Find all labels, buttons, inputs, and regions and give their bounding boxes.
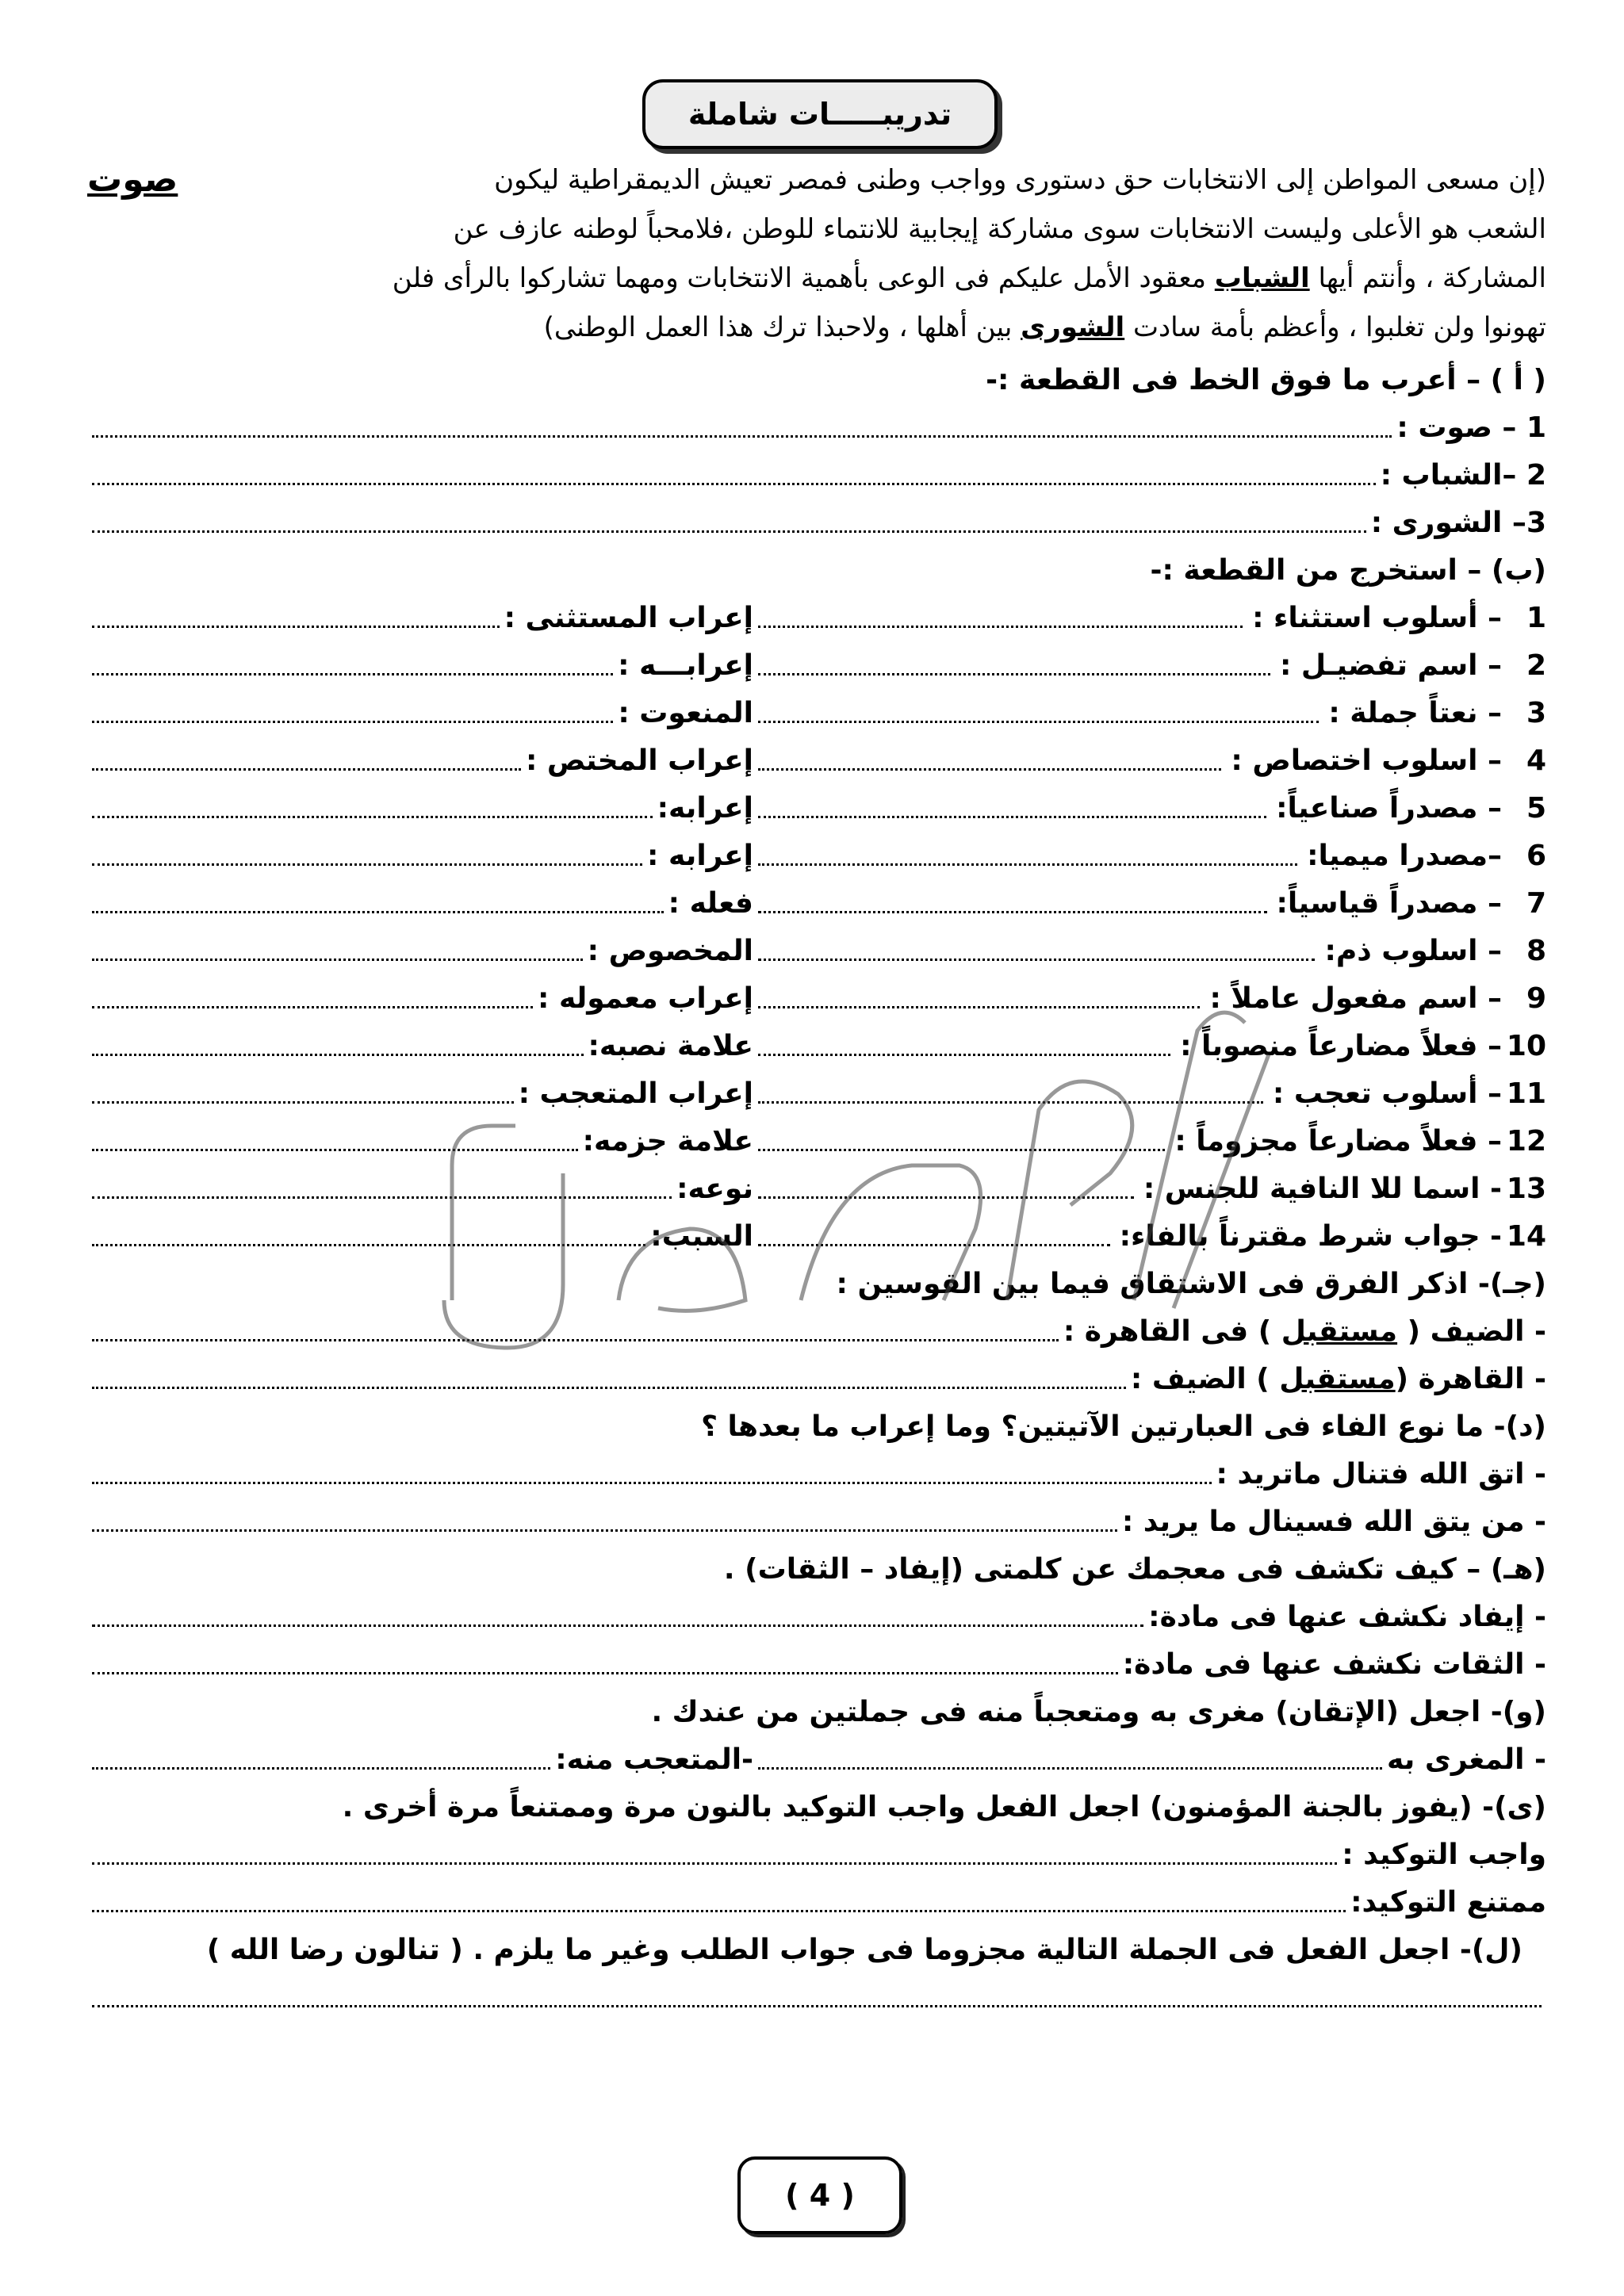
section-b-right xyxy=(753,690,1546,737)
section-b-left xyxy=(87,975,753,1023)
section-b-left xyxy=(87,737,753,785)
section-b-item xyxy=(87,737,1546,785)
section-b-right xyxy=(753,1213,1546,1261)
section-b-number: 12 xyxy=(1506,1125,1546,1158)
section-b-item xyxy=(87,1165,1546,1213)
answer-line[interactable] xyxy=(758,1006,1200,1008)
section-b-right xyxy=(753,595,1546,642)
passage-line-2: الشعب هو الأعلى وليست الانتخابات سوى مشاركة إيجابية للانتماء للوطن ،فلامحباً لوطنه عازف عن xyxy=(453,213,1546,245)
passage-text-3b: معقود الأمل عليكم فى الوعى بأهمية الانتخابات ومهما تشاركوا بالرأى فلن xyxy=(392,262,1206,294)
section-b-sub-label: علامة جزمه: xyxy=(582,1125,753,1158)
section-b-item xyxy=(87,690,1546,737)
passage-word-shabab: الشباب xyxy=(1214,262,1310,294)
section-b-item xyxy=(87,832,1546,880)
page-title: تدريبـــــات شاملة xyxy=(642,79,998,149)
section-w-heading xyxy=(87,1689,1546,1736)
answer-line[interactable] xyxy=(92,673,613,675)
section-b-label: – اسم تفضيـل : xyxy=(1279,649,1502,682)
answer-line[interactable] xyxy=(92,1387,1126,1389)
section-c-pre: - القاهرة ( xyxy=(1395,1363,1546,1395)
section-b-left xyxy=(87,642,753,690)
section-h-item xyxy=(87,1641,1546,1689)
answer-line[interactable] xyxy=(92,1862,1337,1865)
section-b-sub-label: إعراب المستثنى : xyxy=(504,602,753,634)
section-b-left xyxy=(87,832,753,880)
section-c-word: مستقبل xyxy=(1281,1315,1398,1348)
section-c-post: ) الضيف : xyxy=(1130,1363,1270,1395)
answer-line[interactable] xyxy=(758,959,1315,961)
answer-line[interactable] xyxy=(758,1054,1170,1056)
section-b-number: 9 xyxy=(1526,982,1546,1015)
section-b-heading-text: (ب) – استخرج من القطعة :- xyxy=(1150,554,1546,587)
section-b-item xyxy=(87,642,1546,690)
answer-line[interactable] xyxy=(92,721,613,723)
section-d-label: - اتق الله فتنال ماتريد : xyxy=(1216,1458,1546,1490)
section-b-right xyxy=(753,928,1546,975)
section-b-sub-label: إعرابـــه : xyxy=(618,649,753,682)
section-b-number: 14 xyxy=(1506,1220,1546,1253)
section-b-sub-label: فعله : xyxy=(668,887,753,920)
passage-text-4b: بين أهلها ، ولاحبذا ترك هذا العمل الوطنى) xyxy=(543,312,1013,343)
section-b-label: - اسما للا النافية للجنس : xyxy=(1143,1173,1502,1205)
answer-line[interactable] xyxy=(758,768,1221,771)
section-b-item xyxy=(87,975,1546,1023)
section-b-item xyxy=(87,1070,1546,1118)
section-b-sub-label: إعراب المختص : xyxy=(525,744,753,777)
section-b-label: –مصدرا ميميا: xyxy=(1307,840,1502,872)
section-b-sub-label: علامة نصبه: xyxy=(588,1030,753,1062)
section-b-label: – أسلوب استثناء : xyxy=(1252,602,1502,634)
section-b-sub-label: إعراب المتعجب : xyxy=(518,1077,753,1110)
answer-line[interactable] xyxy=(758,673,1270,675)
section-b-left xyxy=(87,595,753,642)
section-b-item xyxy=(87,880,1546,928)
section-b-left xyxy=(87,1023,753,1070)
passage-line-1 xyxy=(87,155,1546,205)
section-c-pre: - الضيف ( xyxy=(1407,1315,1546,1348)
section-c-word: مستقبل xyxy=(1279,1363,1396,1395)
section-b-label: – مصدراً قياسياً: xyxy=(1276,887,1502,920)
section-b-right xyxy=(753,1165,1546,1213)
section-b-right xyxy=(753,737,1546,785)
section-b-item xyxy=(87,1023,1546,1070)
answer-line[interactable] xyxy=(758,1767,1382,1770)
section-d-heading-text: (د)- ما نوع الفاء فى العبارتين الآتيتين؟ وما إعراب ما بعدها ؟ xyxy=(701,1410,1546,1443)
exercise-lines xyxy=(87,357,1546,2022)
answer-line[interactable] xyxy=(92,1054,584,1056)
section-b-left xyxy=(87,1213,753,1261)
answer-line[interactable] xyxy=(758,816,1266,818)
section-c-item xyxy=(87,1356,1546,1403)
section-a-item xyxy=(87,452,1546,499)
answer-line[interactable] xyxy=(92,863,642,866)
section-b-label: - جواب شرط مقترناً بالفاء: xyxy=(1119,1220,1502,1253)
section-b-number: 2 xyxy=(1526,649,1546,682)
section-b-right xyxy=(753,785,1546,832)
section-h-heading-text: (هـ) – كيف تكشف فى معجمك عن كلمتى (إيفاد – الثقات) . xyxy=(723,1553,1546,1586)
section-a-heading-text: ( أ ) – أعرب ما فوق الخط فى القطعة :- xyxy=(986,364,1546,396)
section-l-item xyxy=(87,1974,1546,2022)
section-b-right xyxy=(753,832,1546,880)
section-b-right xyxy=(753,1118,1546,1165)
section-b-sub-label: إعرابه: xyxy=(657,792,753,825)
section-y-heading-text: (ى)- (يفوز بالجنة المؤمنون) اجعل الفعل واجب التوكيد بالنون مرة وممتنعاً مرة أخرى . xyxy=(342,1791,1546,1823)
passage-word-sawt: صوت xyxy=(87,159,178,200)
section-h-label: - إيفاد نكشف عنها فى مادة: xyxy=(1148,1601,1546,1633)
section-b-label: – فعلاً مضارعاً منصوباً : xyxy=(1180,1030,1502,1062)
answer-line[interactable] xyxy=(92,483,1376,485)
passage-line-3 xyxy=(87,254,1546,303)
section-w-label-a: - المغرى به xyxy=(1386,1743,1546,1776)
section-b-sub-label: المخصوص : xyxy=(587,935,753,967)
section-l-heading-text: (ل)- اجعل الفعل فى الجملة التالية مجزوما فى جواب الطلب وغير ما يلزم . ( تنالون رضا الله ) xyxy=(206,1934,1522,1966)
section-b-label: – اسلوب ذم: xyxy=(1324,935,1502,967)
answer-line[interactable] xyxy=(92,1529,1117,1532)
section-b-number: 3 xyxy=(1526,697,1546,729)
section-b-right xyxy=(753,975,1546,1023)
answer-line[interactable] xyxy=(92,816,653,818)
answer-line[interactable] xyxy=(758,721,1319,723)
section-b-left xyxy=(87,880,753,928)
section-b-left xyxy=(87,1165,753,1213)
section-b-label: – فعلاً مضارعاً مجزوماً : xyxy=(1174,1125,1502,1158)
section-a-heading xyxy=(87,357,1546,404)
passage-word-shura: الشورى xyxy=(1021,312,1125,343)
section-h-item xyxy=(87,1594,1546,1641)
passage-text-1: (إن مسعى المواطن إلى الانتخابات حق دستورى وواجب وطنى فمصر تعيش الديمقراطية ليكون xyxy=(494,164,1546,196)
section-b-heading xyxy=(87,547,1546,595)
answer-line[interactable] xyxy=(92,1482,1212,1484)
answer-line[interactable] xyxy=(92,1149,578,1151)
section-w-right xyxy=(753,1736,1546,1784)
answer-line[interactable] xyxy=(92,626,500,628)
section-a-label: 3– الشورى : xyxy=(1370,507,1546,539)
answer-line[interactable] xyxy=(758,911,1267,913)
section-d-item xyxy=(87,1451,1546,1498)
section-b-number: 6 xyxy=(1526,840,1546,872)
section-y-item xyxy=(87,1879,1546,1927)
section-b-number: 5 xyxy=(1526,792,1546,825)
section-h-heading xyxy=(87,1546,1546,1594)
section-b-item xyxy=(87,785,1546,832)
answer-line[interactable] xyxy=(92,530,1366,533)
section-b-left xyxy=(87,928,753,975)
answer-line[interactable] xyxy=(92,1624,1143,1627)
answer-line[interactable] xyxy=(92,768,521,771)
section-b-right xyxy=(753,880,1546,928)
answer-line[interactable] xyxy=(92,1244,645,1246)
section-b-number: 4 xyxy=(1526,744,1546,777)
passage-text-3a: المشاركة ، وأنتم أيها xyxy=(1318,262,1546,294)
section-b-label: – مصدراً صناعياً: xyxy=(1276,792,1502,825)
answer-line[interactable] xyxy=(92,959,583,961)
answer-line[interactable] xyxy=(92,1101,514,1104)
section-b-sub-label: نوعه: xyxy=(676,1173,753,1205)
section-b-number: 8 xyxy=(1526,935,1546,967)
section-a-item xyxy=(87,499,1546,547)
section-b-item xyxy=(87,1213,1546,1261)
passage-text-4a: تهونوا ولن تغلبوا ، وأعظم بأمة سادت xyxy=(1133,312,1546,343)
section-b-label: – نعتاً جملة : xyxy=(1328,697,1502,729)
section-c-item xyxy=(87,1308,1546,1356)
section-b-number: 11 xyxy=(1506,1077,1546,1110)
answer-line[interactable] xyxy=(758,1244,1110,1246)
section-d-label: - من يتق الله فسينال ما يريد : xyxy=(1121,1506,1546,1538)
section-d-item xyxy=(87,1498,1546,1546)
section-b-list xyxy=(87,595,1546,1261)
answer-line[interactable] xyxy=(758,1196,1134,1199)
section-a-label: 2 –الشباب : xyxy=(1380,459,1546,492)
answer-line[interactable] xyxy=(92,435,1392,438)
section-b-sub-label: المنعوت : xyxy=(618,697,753,729)
section-l-heading xyxy=(87,1927,1546,1974)
section-b-left xyxy=(87,690,753,737)
answer-line[interactable] xyxy=(92,1006,533,1008)
section-w-heading-text: (و)- اجعل (الإتقان) مغرى به ومتعجباً منه فى جملتين من عندك . xyxy=(651,1696,1546,1728)
answer-line[interactable] xyxy=(758,626,1243,628)
answer-line[interactable] xyxy=(92,1910,1346,1912)
section-c-post: ) فى القاهرة : xyxy=(1063,1315,1272,1348)
section-b-right xyxy=(753,1023,1546,1070)
section-c-heading xyxy=(87,1261,1546,1308)
section-a-label: 1 – صوت : xyxy=(1396,411,1546,444)
section-b-label: – اسلوب اختصاص : xyxy=(1231,744,1502,777)
section-y-item xyxy=(87,1831,1546,1879)
section-y-label: ممتنع التوكيد: xyxy=(1350,1886,1546,1919)
section-b-number: 1 xyxy=(1526,602,1546,634)
section-a-item xyxy=(87,404,1546,452)
section-b-sub-label: السبب: xyxy=(650,1220,753,1253)
answer-line[interactable] xyxy=(92,911,664,913)
section-b-item xyxy=(87,595,1546,642)
section-c-heading-text: (جـ)- اذكر الفرق فى الاشتقاق فيما بين القوسين : xyxy=(836,1268,1546,1300)
passage xyxy=(87,155,1546,352)
section-b-left xyxy=(87,785,753,832)
section-b-number: 7 xyxy=(1526,887,1546,920)
answer-line[interactable] xyxy=(92,1196,672,1199)
section-y-label: واجب التوكيد : xyxy=(1342,1839,1546,1871)
section-d-heading xyxy=(87,1403,1546,1451)
section-w-item xyxy=(87,1736,1546,1784)
section-b-left xyxy=(87,1118,753,1165)
answer-line[interactable] xyxy=(92,1672,1118,1674)
section-b-left xyxy=(87,1070,753,1118)
answer-line[interactable] xyxy=(758,1149,1165,1151)
passage-line-4 xyxy=(87,303,1546,352)
section-b-item xyxy=(87,928,1546,975)
answer-line[interactable] xyxy=(92,2005,1542,2007)
section-w-label-b: -المتعجب منه: xyxy=(555,1743,753,1776)
section-b-sub-label: إعرابه : xyxy=(647,840,753,872)
section-b-item xyxy=(87,1118,1546,1165)
section-b-label: – اسم مفعول عاملاً : xyxy=(1209,982,1502,1015)
section-b-number: 13 xyxy=(1506,1173,1546,1205)
section-b-sub-label: إعراب معموله : xyxy=(538,982,753,1015)
section-y-heading xyxy=(87,1784,1546,1831)
answer-line[interactable] xyxy=(92,1339,1059,1341)
section-w-left xyxy=(87,1736,753,1784)
section-b-label: – أسلوب تعجب : xyxy=(1272,1077,1502,1110)
answer-line[interactable] xyxy=(758,863,1297,866)
section-b-right xyxy=(753,1070,1546,1118)
answer-line[interactable] xyxy=(758,1101,1263,1104)
section-b-right xyxy=(753,642,1546,690)
section-b-number: 10 xyxy=(1506,1030,1546,1062)
page-number: ( 4 ) xyxy=(737,2156,902,2234)
worksheet-page xyxy=(87,79,1546,2283)
answer-line[interactable] xyxy=(92,1767,550,1770)
section-h-label: - الثقات نكشف عنها فى مادة: xyxy=(1122,1648,1546,1681)
